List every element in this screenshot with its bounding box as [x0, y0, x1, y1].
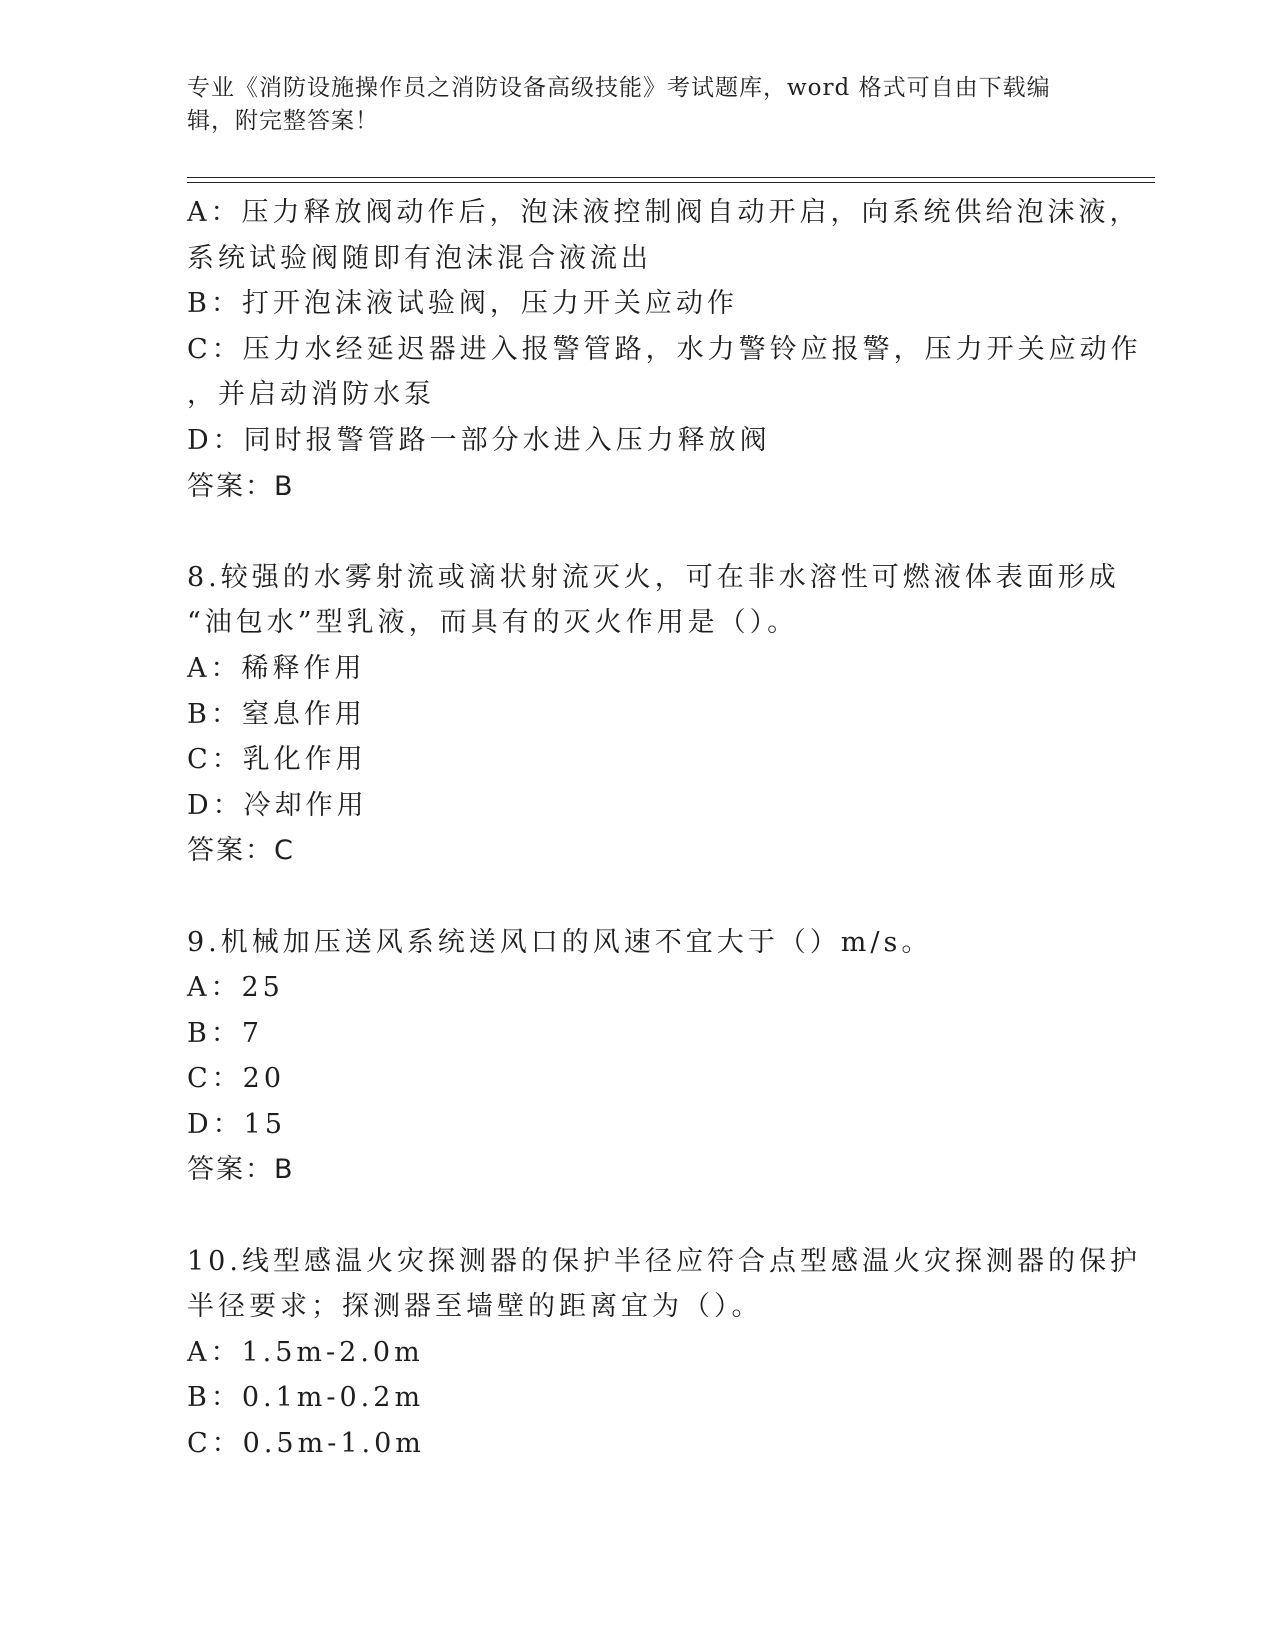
spacer	[187, 509, 1087, 555]
document-header	[187, 72, 1077, 138]
header-divider-bottom	[187, 182, 1155, 183]
option-c: C：乳化作用	[187, 744, 367, 776]
question-stem: 9.机械加压送风系统送风口的风速不宜大于（）m/s。	[187, 926, 933, 958]
option-b: B：0.1m-0.2m	[187, 1382, 425, 1414]
question-stem-line-1: 8.较强的水雾射流或滴状射流灭火，可在非水溶性可燃液体表面形成	[187, 561, 1120, 593]
option-c: C：20	[187, 1063, 286, 1095]
option-d: D：同时报警管路一部分水进入压力释放阀	[187, 424, 771, 456]
answer-label: 答案：C	[187, 835, 295, 867]
option-b: B：窒息作用	[187, 698, 366, 730]
option-a: A：稀释作用	[187, 652, 366, 684]
option-b: B：打开泡沫液试验阀，压力开关应动作	[187, 288, 738, 320]
answer-label: 答案：B	[187, 1154, 295, 1186]
question-block-10	[187, 1239, 1141, 1467]
option-c-line-1: C：压力水经延迟器进入报警管路，水力警铃应报警，压力开关应动作	[187, 333, 1142, 365]
header-divider-top	[187, 177, 1155, 178]
spacer	[187, 874, 1087, 920]
option-c: C：0.5m-1.0m	[187, 1428, 425, 1460]
option-d: D：冷却作用	[187, 789, 368, 821]
option-a: A：25	[187, 972, 284, 1004]
option-a: A：1.5m-2.0m	[187, 1336, 424, 1368]
option-c-line-2: ，并启动消防水泵	[187, 379, 435, 411]
question-stem-line-2: “油包水”型乳液，而具有的灭火作用是（）。	[187, 607, 799, 639]
header-line-1: 专业《消防设施操作员之消防设备高级技能》考试题库，word 格式可自由下载编	[187, 75, 1051, 101]
question-block-8	[187, 555, 1120, 874]
question-block-9	[187, 920, 1087, 1194]
header-line-2: 辑，附完整答案！	[187, 108, 379, 134]
question-stem-line-1: 10.线型感温火灾探测器的保护半径应符合点型感温火灾探测器的保护	[187, 1245, 1141, 1277]
option-b: B：7	[187, 1017, 264, 1049]
spacer	[187, 1193, 1087, 1239]
option-d: D：15	[187, 1108, 287, 1140]
answer-label: 答案：B	[187, 470, 295, 502]
question-stem-line-2: 半径要求；探测器至墙壁的距离宜为（）。	[187, 1291, 763, 1323]
option-a-line-2: 系统试验阀随即有泡沫混合液流出	[187, 242, 652, 274]
question-block-prev	[187, 190, 1142, 509]
option-a-line-1: A：压力释放阀动作后，泡沫液控制阀自动开启，向系统供给泡沫液，	[187, 197, 1141, 228]
question-content	[187, 190, 1142, 1467]
